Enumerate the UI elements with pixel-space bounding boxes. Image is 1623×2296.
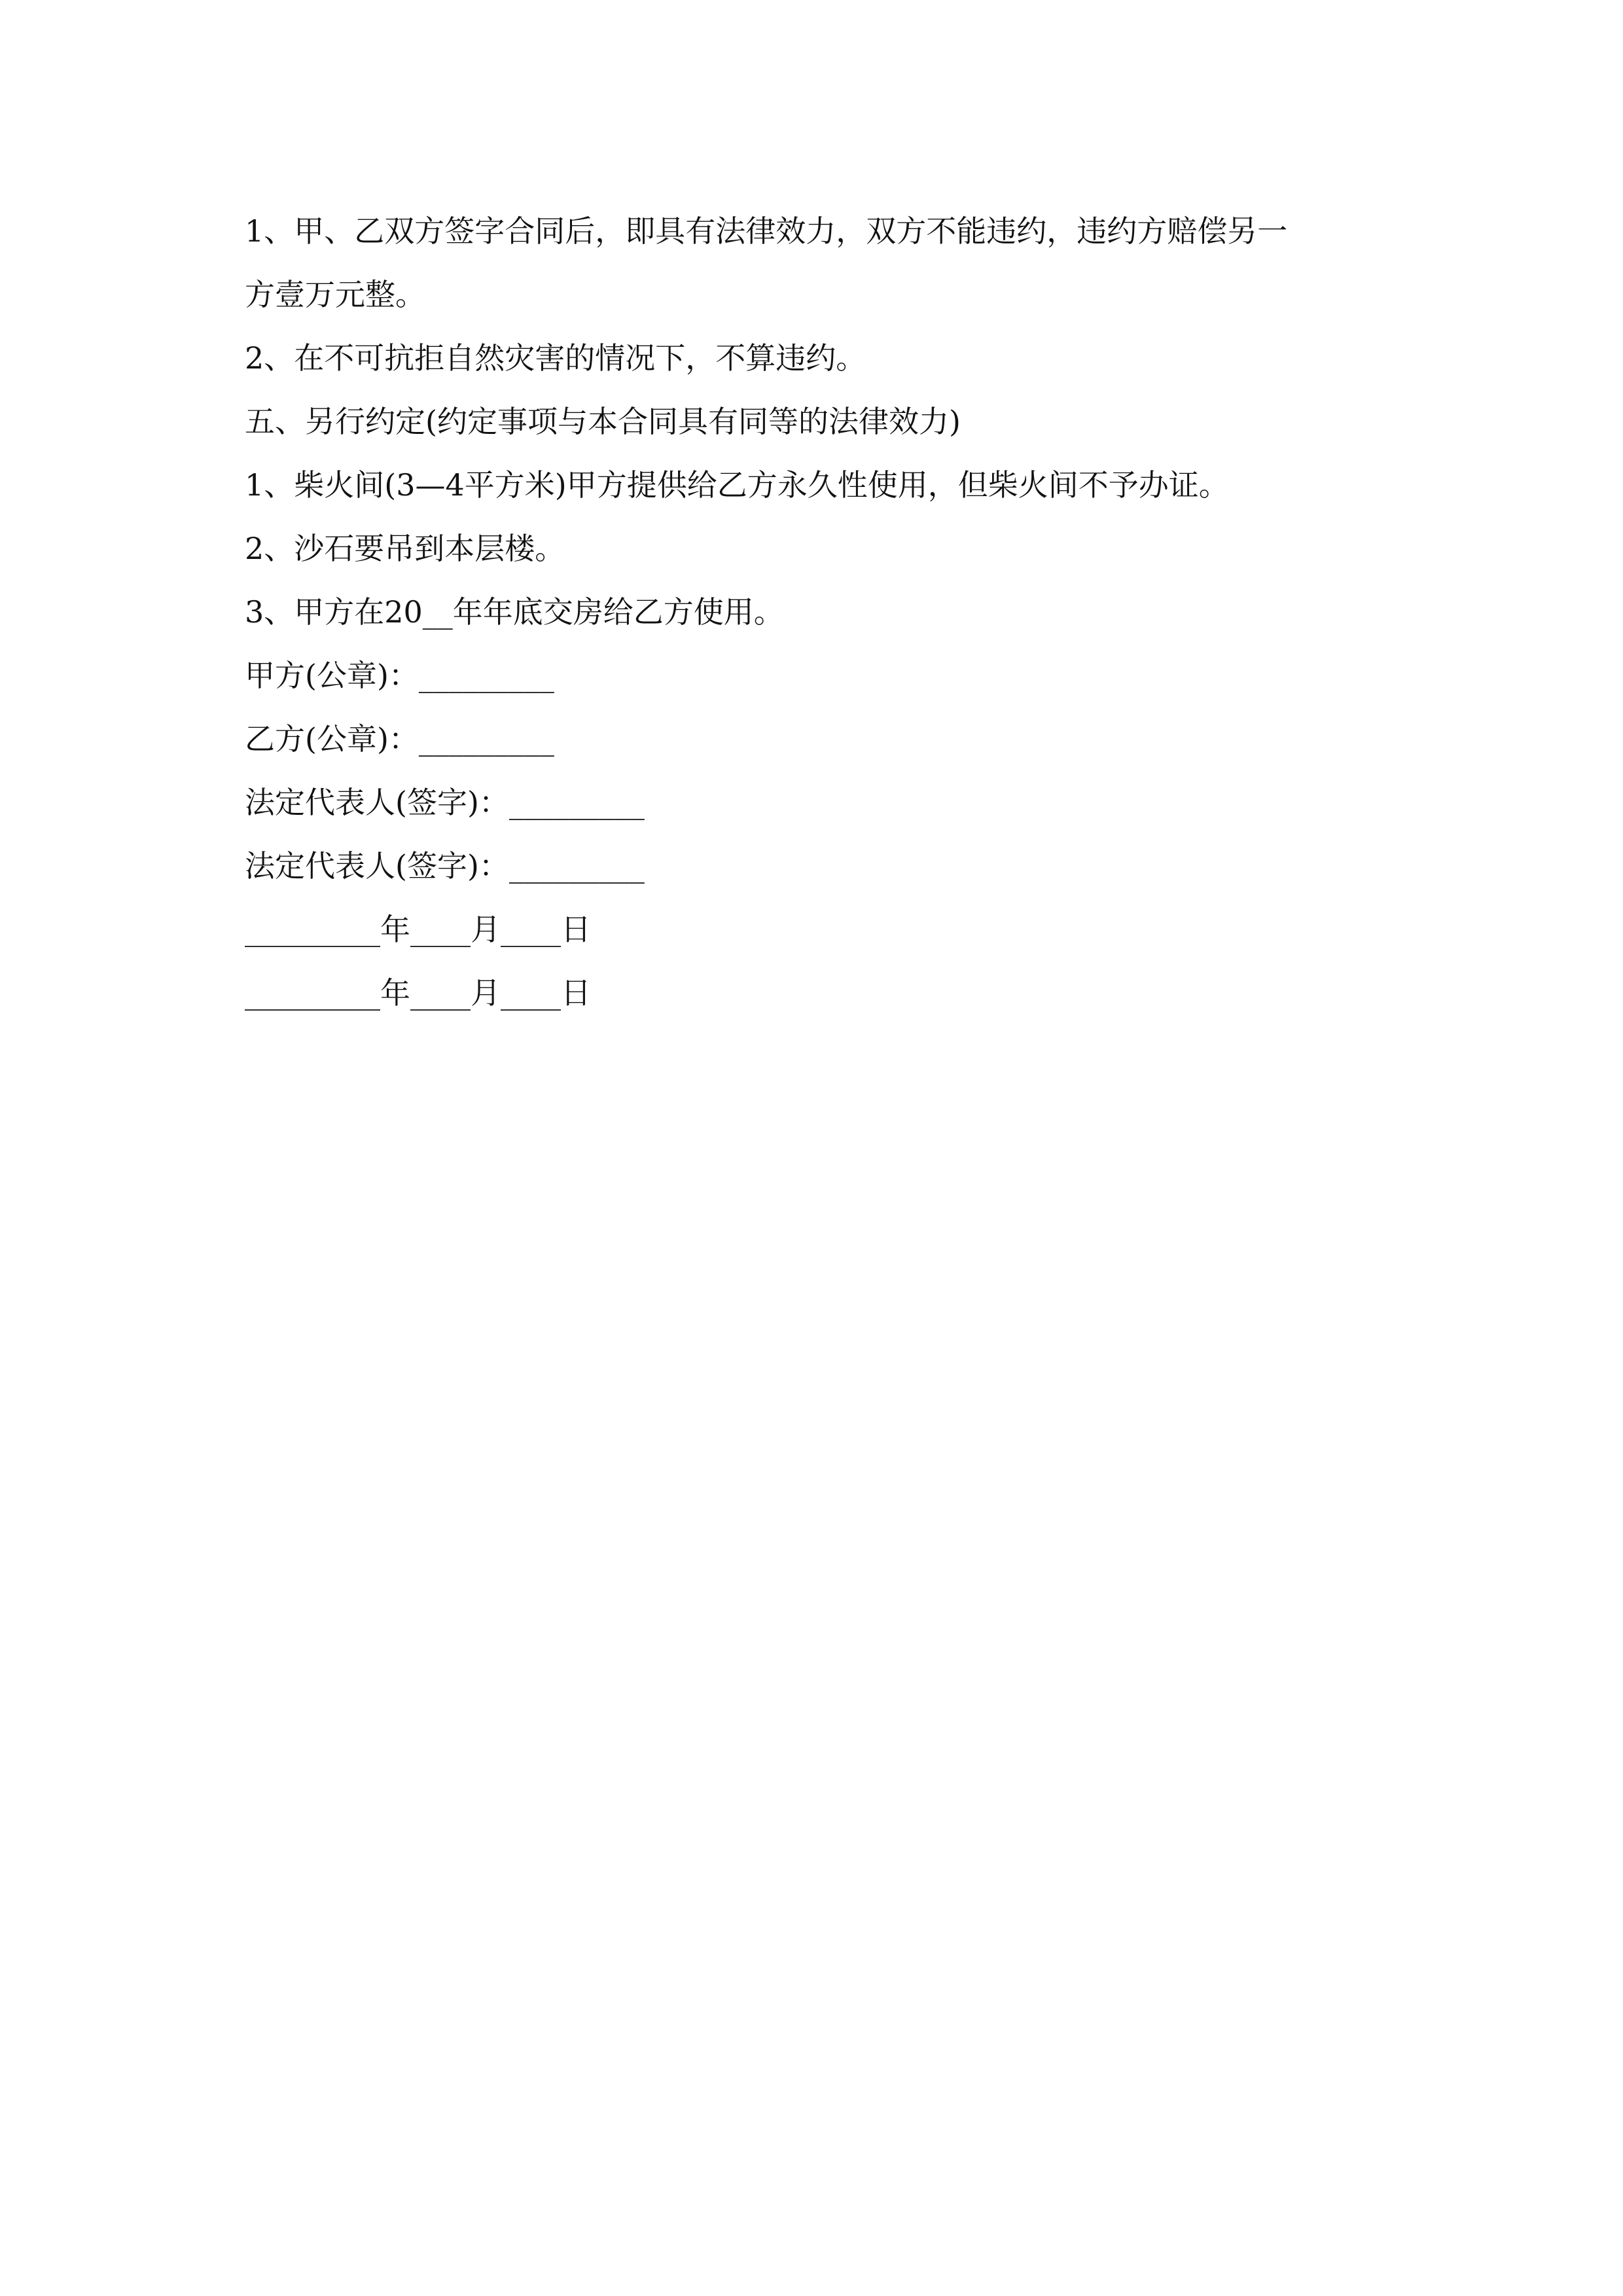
legal-representative-signature-b: 法定代表人(签字)：_________ <box>245 848 645 884</box>
term-1: 1、柴火间(3—4平方米)甲方提供给乙方永久性使用，但柴火间不予办证。 <box>245 467 1229 503</box>
clause-1-line-1: 1、甲、乙双方签字合同后，即具有法律效力，双方不能违约，违约方赔偿另一 <box>245 213 1288 249</box>
term-3: 3、甲方在20__年年底交房给乙方使用。 <box>245 594 784 630</box>
clause-2: 2、在不可抗拒自然灾害的情况下，不算违约。 <box>245 340 866 376</box>
party-b-seal: 乙方(公章)：_________ <box>245 721 554 757</box>
clause-1-line-2: 方壹万元整。 <box>245 277 425 312</box>
term-2: 2、沙石要吊到本层楼。 <box>245 531 565 566</box>
date-line-a: _________年____月____日 <box>245 912 591 947</box>
section-heading-additional-terms: 五、另行约定(约定事项与本合同具有同等的法律效力) <box>245 404 961 439</box>
date-line-b: _________年____月____日 <box>245 975 591 1011</box>
document-body <box>245 200 1383 1025</box>
party-a-seal: 甲方(公章)：_________ <box>245 658 554 693</box>
legal-representative-signature-a: 法定代表人(签字)：_________ <box>245 785 645 820</box>
